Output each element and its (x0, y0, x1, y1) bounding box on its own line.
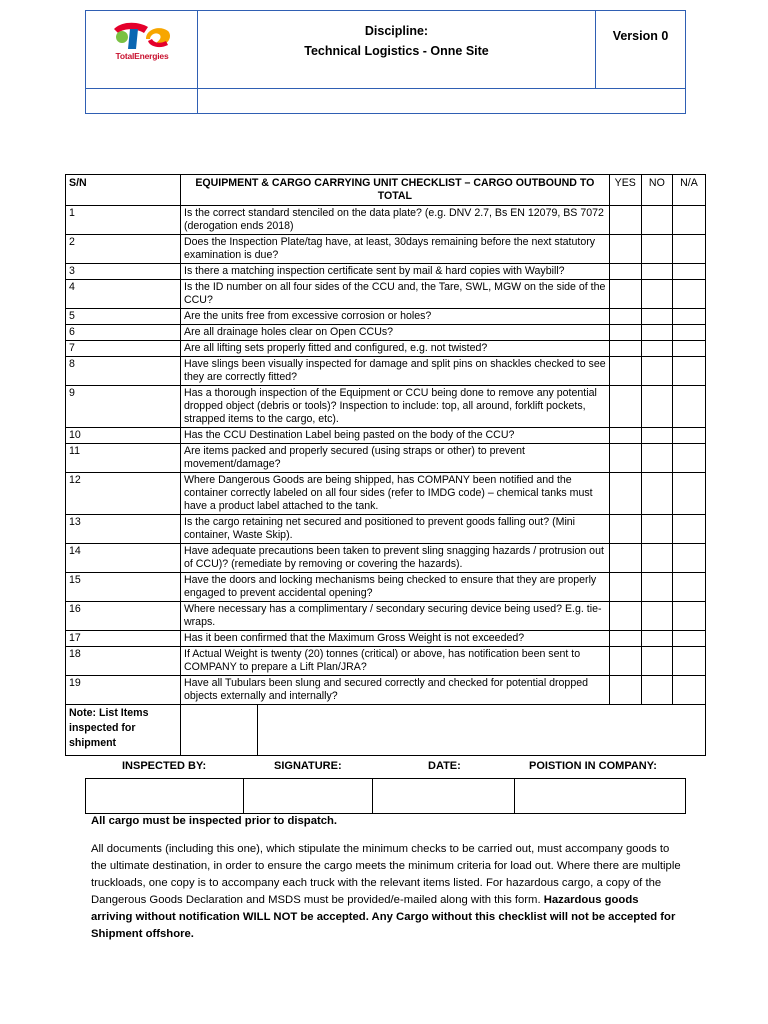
question-cell: Have the doors and locking mechanisms being checked to ensure that they are properly engaged to prevent accidental opening? (181, 573, 610, 602)
yes-cell[interactable] (609, 544, 641, 573)
date-field[interactable] (373, 779, 515, 813)
yes-cell[interactable] (609, 235, 641, 264)
sn-cell: 10 (66, 428, 181, 444)
footer-notice-bold: All cargo must be inspected prior to dispatch. (91, 815, 338, 827)
question-cell: Have all Tubulars been slung and secured correctly and checked for potential dropped objects externally and internally? (181, 676, 610, 705)
no-cell[interactable] (641, 573, 672, 602)
question-cell: Are all lifting sets properly fitted and configured, e.g. not twisted? (181, 341, 610, 357)
yes-cell[interactable] (609, 515, 641, 544)
question-cell: Has it been confirmed that the Maximum Gross Weight is not exceeded? (181, 631, 610, 647)
sn-cell: 4 (66, 280, 181, 309)
inspected-by-field[interactable] (86, 779, 244, 813)
no-cell[interactable] (641, 341, 672, 357)
question-cell: Have adequate precautions been taken to prevent sling snagging hazards / protrusion out of CCU)? (remediate by removing or covering the hazards). (181, 544, 610, 573)
na-cell[interactable] (672, 631, 705, 647)
sn-cell: 11 (66, 444, 181, 473)
note-row (66, 705, 706, 756)
yes-cell[interactable] (609, 631, 641, 647)
col-yes-header: YES (609, 175, 641, 206)
inspection-labels (85, 760, 686, 774)
discipline-cell (198, 11, 596, 89)
totalenergies-logo-icon (108, 19, 176, 51)
no-cell[interactable] (641, 647, 672, 676)
na-cell[interactable] (672, 444, 705, 473)
question-cell: Does the Inspection Plate/tag have, at least, 30days remaining before the next statutory examination is due? (181, 235, 610, 264)
na-cell[interactable] (672, 647, 705, 676)
no-cell[interactable] (641, 309, 672, 325)
sn-cell: 3 (66, 264, 181, 280)
sn-cell: 7 (66, 341, 181, 357)
question-cell: Has the CCU Destination Label being pasted on the body of the CCU? (181, 428, 610, 444)
na-cell[interactable] (672, 676, 705, 705)
discipline-label: Discipline: (364, 24, 429, 38)
yes-cell[interactable] (609, 206, 641, 235)
position-field[interactable] (515, 779, 685, 813)
yes-cell[interactable] (609, 357, 641, 386)
table-row (66, 444, 706, 473)
no-cell[interactable] (641, 515, 672, 544)
na-cell[interactable] (672, 280, 705, 309)
no-cell[interactable] (641, 444, 672, 473)
logo-text: TotalEnergies (115, 51, 169, 61)
version-label: Version 0 (612, 29, 669, 43)
yes-cell[interactable] (609, 386, 641, 428)
na-cell[interactable] (672, 428, 705, 444)
logo-cell (86, 11, 198, 89)
no-cell[interactable] (641, 264, 672, 280)
question-cell: Are items packed and properly secured (using straps or other) to prevent movement/damage? (181, 444, 610, 473)
sn-cell: 12 (66, 473, 181, 515)
no-cell[interactable] (641, 631, 672, 647)
yes-cell[interactable] (609, 444, 641, 473)
sn-cell: 19 (66, 676, 181, 705)
table-row (66, 573, 706, 602)
yes-cell[interactable] (609, 264, 641, 280)
no-cell[interactable] (641, 676, 672, 705)
table-row (66, 515, 706, 544)
yes-cell[interactable] (609, 676, 641, 705)
no-cell[interactable] (641, 357, 672, 386)
no-cell[interactable] (641, 544, 672, 573)
no-cell[interactable] (641, 602, 672, 631)
na-cell[interactable] (672, 235, 705, 264)
sn-cell: 16 (66, 602, 181, 631)
sn-cell: 14 (66, 544, 181, 573)
no-cell[interactable] (641, 428, 672, 444)
na-cell[interactable] (672, 473, 705, 515)
sn-cell: 1 (66, 206, 181, 235)
question-cell: Are the units free from excessive corrosion or holes? (181, 309, 610, 325)
header-row-bottom-left (86, 89, 198, 114)
na-cell[interactable] (672, 357, 705, 386)
na-cell[interactable] (672, 309, 705, 325)
note-label: Note: List Items inspected for shipment (69, 707, 149, 749)
na-cell[interactable] (672, 386, 705, 428)
inspected-by-label: INSPECTED BY: (122, 760, 207, 772)
table-row (66, 473, 706, 515)
no-cell[interactable] (641, 280, 672, 309)
no-cell[interactable] (641, 386, 672, 428)
col-na-header: N/A (672, 175, 705, 206)
sn-cell: 15 (66, 573, 181, 602)
question-cell: Where Dangerous Goods are being shipped, has COMPANY been notified and the container correctly labeled on all four sides (refer to IMDG code) – chemical tanks must have a product label attached to the tank. (181, 473, 610, 515)
col-no-header: NO (641, 175, 672, 206)
table-row (66, 428, 706, 444)
sn-cell: 9 (66, 386, 181, 428)
no-cell[interactable] (641, 325, 672, 341)
sn-cell: 8 (66, 357, 181, 386)
question-cell: Have slings been visually inspected for damage and split pins on shackles checked to see they are correctly fitted? (181, 357, 610, 386)
table-row (66, 309, 706, 325)
na-cell[interactable] (672, 602, 705, 631)
table-header-row (66, 175, 706, 206)
yes-cell[interactable] (609, 602, 641, 631)
note-label-cell (66, 705, 181, 756)
question-cell: Is the cargo retaining net secured and positioned to prevent goods falling out? (Mini container, Waste Skip). (181, 515, 610, 544)
question-cell: Is the ID number on all four sides of the CCU and, the Tare, SWL, MGW on the side of the CCU? (181, 280, 610, 309)
table-row (66, 357, 706, 386)
date-label: DATE: (428, 760, 461, 772)
question-cell: Is there a matching inspection certificate sent by mail & hard copies with Waybill? (181, 264, 610, 280)
na-cell[interactable] (672, 544, 705, 573)
yes-cell[interactable] (609, 473, 641, 515)
sn-cell: 13 (66, 515, 181, 544)
document-header (85, 10, 686, 114)
col-sn-header: S/N (66, 175, 181, 206)
table-row (66, 544, 706, 573)
signature-label: SIGNATURE: (274, 760, 342, 772)
na-cell[interactable] (672, 264, 705, 280)
header-row-top (86, 11, 685, 89)
na-cell[interactable] (672, 515, 705, 544)
question-cell: Has a thorough inspection of the Equipment or CCU being done to remove any potential dropped object (debris or tools)? Inspection to include: top, all around, forklift pockets, strapped items to the cargo, etc). (181, 386, 610, 428)
position-label: POISTION IN COMPANY: (529, 760, 657, 772)
sn-cell: 6 (66, 325, 181, 341)
yes-cell[interactable] (609, 573, 641, 602)
footer-paragraph-bold: Hazardous goods arriving without notification WILL NOT be accepted. Any Cargo without this checklist will not be accepted for Shipment offshore. (91, 894, 676, 940)
yes-cell[interactable] (609, 325, 641, 341)
table-row (66, 631, 706, 647)
na-cell[interactable] (672, 341, 705, 357)
inspection-fields (85, 778, 686, 814)
table-row (66, 602, 706, 631)
no-cell[interactable] (641, 235, 672, 264)
checklist-title: EQUIPMENT & CARGO CARRYING UNIT CHECKLIST – CARGO OUTBOUND TO TOTAL (181, 175, 610, 206)
table-row (66, 341, 706, 357)
no-cell[interactable] (641, 206, 672, 235)
question-cell: Are all drainage holes clear on Open CCUs? (181, 325, 610, 341)
table-row (66, 235, 706, 264)
na-cell[interactable] (672, 573, 705, 602)
table-row (66, 206, 706, 235)
yes-cell[interactable] (609, 647, 641, 676)
yes-cell[interactable] (609, 309, 641, 325)
yes-cell[interactable] (609, 280, 641, 309)
table-row (66, 386, 706, 428)
question-cell: Is the correct standard stenciled on the data plate? (e.g. DNV 2.7, Bs EN 12079, BS 7072 (derogation ends 2018) (181, 206, 610, 235)
table-row (66, 325, 706, 341)
na-cell[interactable] (672, 206, 705, 235)
sn-cell: 18 (66, 647, 181, 676)
yes-cell[interactable] (609, 341, 641, 357)
sn-cell: 5 (66, 309, 181, 325)
sn-cell: 17 (66, 631, 181, 647)
checklist-body (66, 206, 706, 705)
footer-paragraph (91, 841, 681, 943)
no-cell[interactable] (641, 473, 672, 515)
note-divider (257, 705, 258, 755)
signature-field[interactable] (244, 779, 373, 813)
table-row (66, 264, 706, 280)
checklist-table (65, 174, 706, 756)
discipline-value: Technical Logistics - Onne Site (304, 44, 489, 58)
question-cell: If Actual Weight is twenty (20) tonnes (critical) or above, has notification been sent to COMPANY to prepare a Lift Plan/JRA? (181, 647, 610, 676)
table-row (66, 280, 706, 309)
sn-cell: 2 (66, 235, 181, 264)
note-input-cell[interactable] (181, 705, 706, 756)
footer-paragraph-text: All documents (including this one), which stipulate the minimum checks to be carried out, must accompany goods to the ultimate destination, in order to ensure the cargo meets the minimum criteria for load out. Where there are multiple truckloads, one copy is to accompany each truck with the relevant items listed. For hazardous cargo, a copy of the Dangerous Goods Declaration and MSDS must be provided/e-mailed along with this form. (91, 843, 681, 906)
table-row (66, 647, 706, 676)
question-cell: Where necessary has a complimentary / secondary securing device being used? E.g. tie-wraps. (181, 602, 610, 631)
na-cell[interactable] (672, 325, 705, 341)
table-row (66, 676, 706, 705)
yes-cell[interactable] (609, 428, 641, 444)
